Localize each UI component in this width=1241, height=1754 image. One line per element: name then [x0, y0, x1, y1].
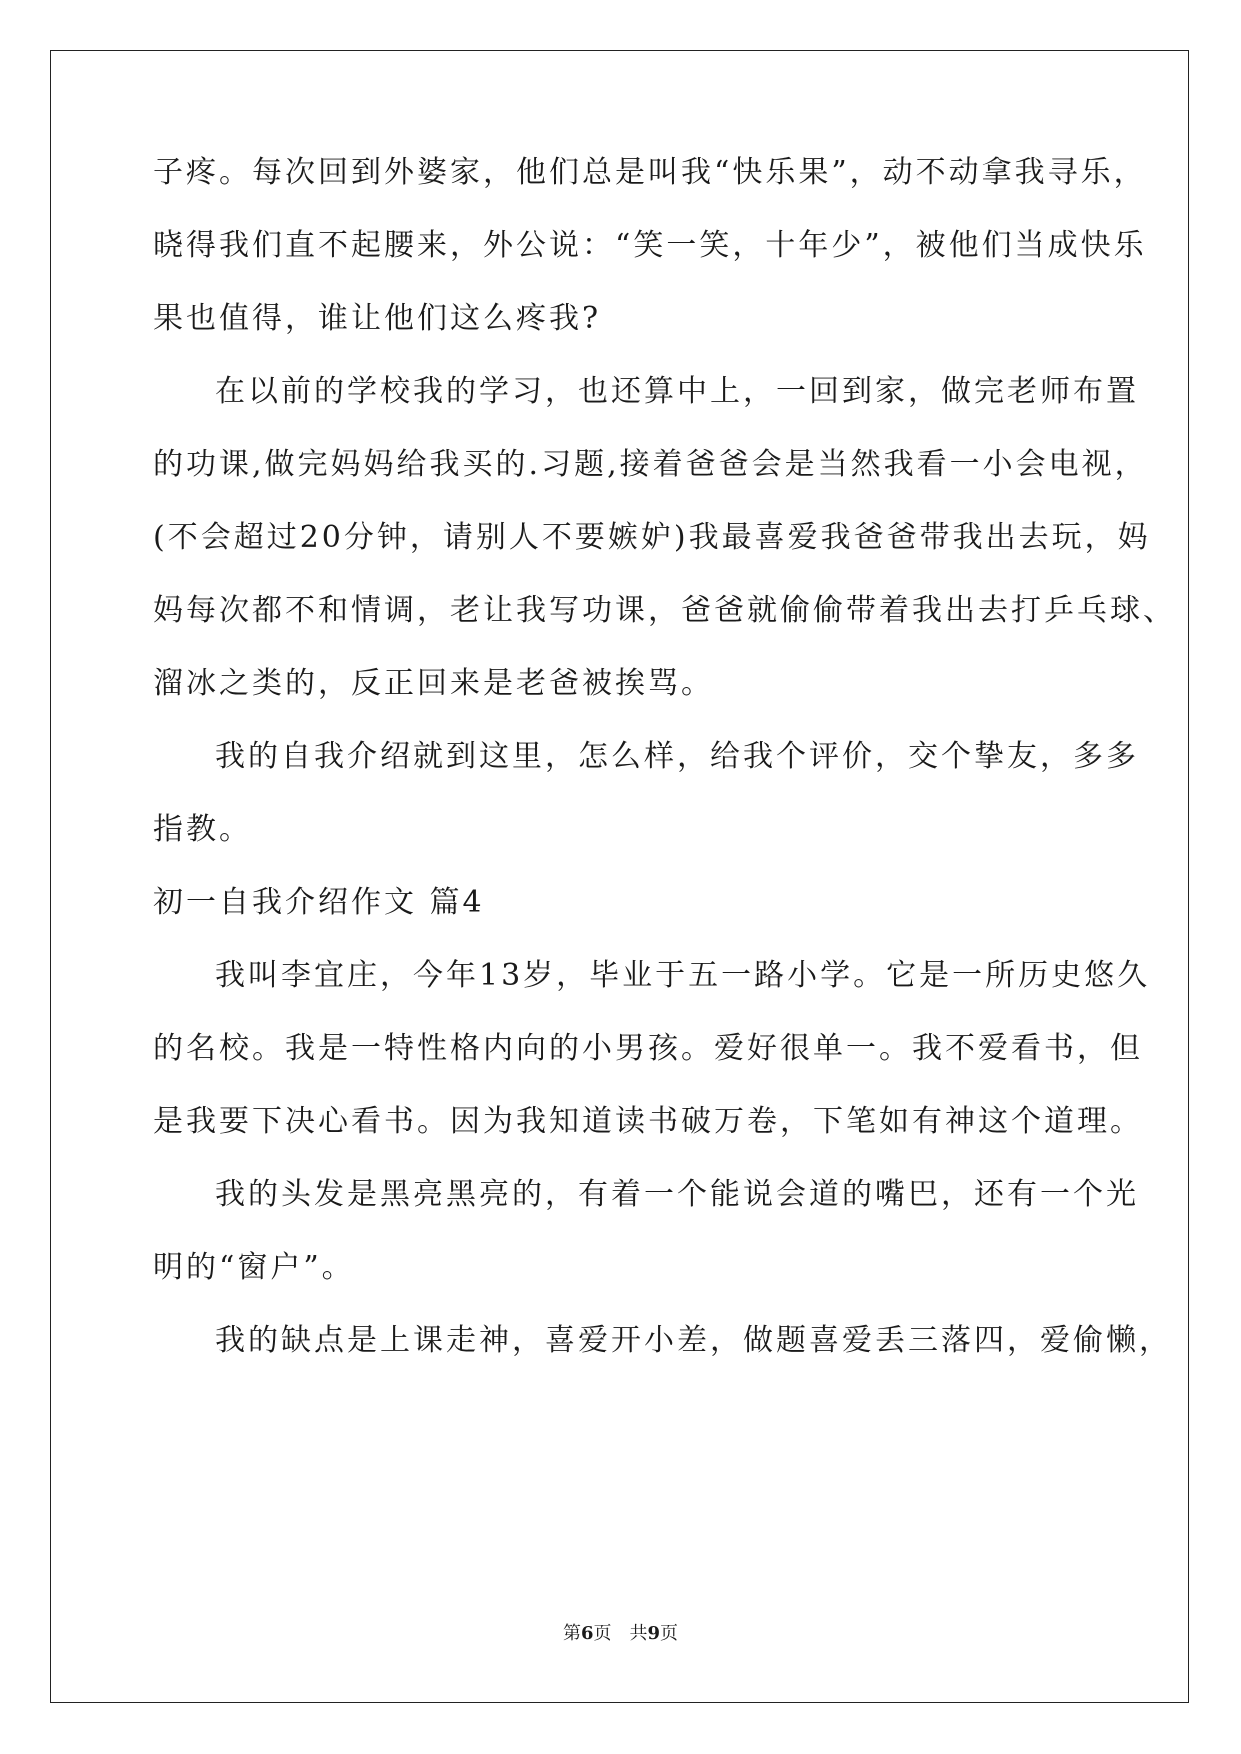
- text-line: 我叫李宜庄，今年13岁，毕业于五一路小学。它是一所历史悠久: [215, 958, 1151, 993]
- text-line: (不会超过20分钟，请别人不要嫉妒)我最喜爱我爸爸带我出去玩，妈: [153, 520, 1151, 555]
- text-line: 指教。: [153, 812, 252, 847]
- text-line: 的名校。我是一特性格内向的小男孩。爱好很单一。我不爱看书，但: [153, 1031, 1143, 1066]
- page-suffix: 页: [593, 1623, 612, 1644]
- text-line: 妈每次都不和情调，老让我写功课，爸爸就偷偷带着我出去打乒乓球、: [153, 593, 1176, 628]
- text-line: 子疼。每次回到外婆家，他们总是叫我“快乐果”，动不动拿我寻乐，: [153, 155, 1147, 190]
- text-line: 晓得我们直不起腰来，外公说：“笑一笑，十年少”，被他们当成快乐: [153, 228, 1147, 263]
- text-line: 的功课,做完妈妈给我买的.习题,接着爸爸会是当然我看一小会电视，: [153, 447, 1148, 482]
- section-heading: 初一自我介绍作文 篇4: [153, 885, 485, 920]
- page-footer: [0, 1622, 1241, 1646]
- text-line: 是我要下决心看书。因为我知道读书破万卷，下笔如有神这个道理。: [153, 1104, 1143, 1139]
- text-line: 明的“窗户”。: [153, 1250, 355, 1285]
- total-suffix: 页: [660, 1623, 679, 1644]
- page-current: 6: [580, 1623, 594, 1644]
- text-line: 我的自我介绍就到这里，怎么样，给我个评价，交个挚友，多多: [215, 739, 1139, 774]
- text-line: 在以前的学校我的学习，也还算中上，一回到家，做完老师布置: [215, 374, 1139, 409]
- page-prefix: 第: [562, 1623, 581, 1644]
- text-line: 我的缺点是上课走神，喜爱开小差，做题喜爱丢三落四，爱偷懒，: [215, 1323, 1172, 1358]
- page-border: [50, 50, 1189, 1703]
- text-line: 我的头发是黑亮黑亮的，有着一个能说会道的嘴巴，还有一个光: [215, 1177, 1139, 1212]
- page-total: 9: [647, 1623, 661, 1644]
- total-prefix: 共: [629, 1623, 648, 1644]
- text-line: 溜冰之类的，反正回来是老爸被挨骂。: [153, 666, 714, 701]
- text-line: 果也值得，谁让他们这么疼我?: [153, 301, 602, 336]
